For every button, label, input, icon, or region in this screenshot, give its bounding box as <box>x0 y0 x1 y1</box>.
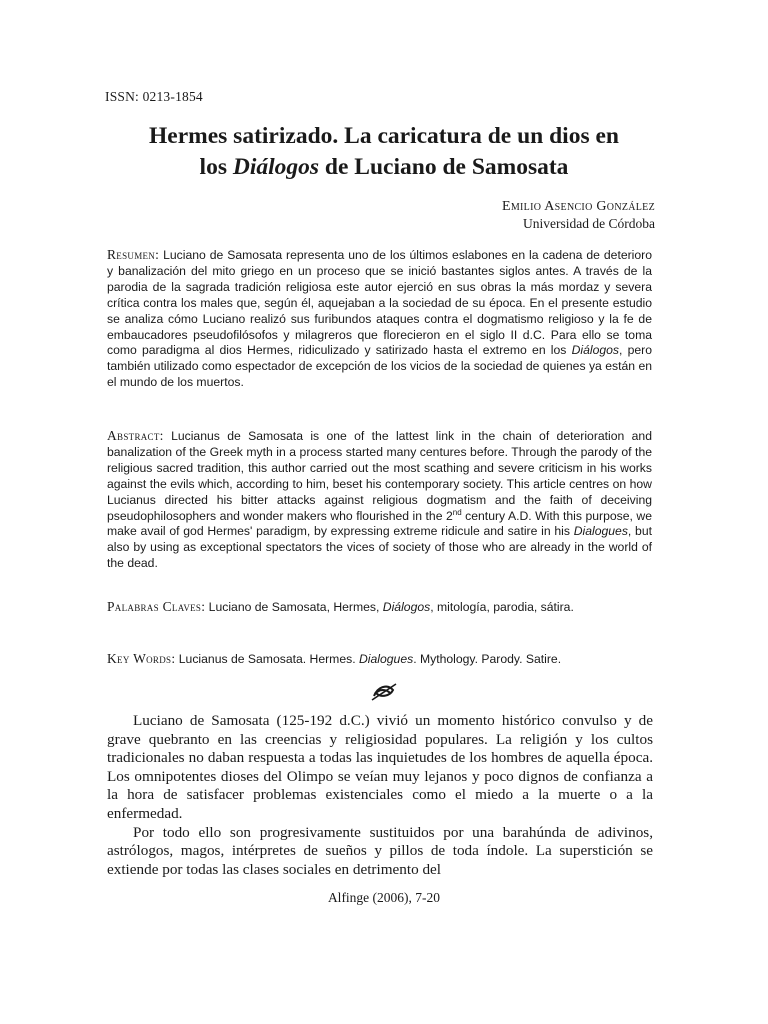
palabras-text: Luciano de Samosata, Hermes, <box>205 600 383 614</box>
issn-number: ISSN: 0213-1854 <box>105 89 203 104</box>
keywords-label: Key Words: <box>107 651 176 666</box>
journal-footer: Alfinge (2006), 7-20 <box>327 890 441 905</box>
palabras-italic: Diálogos <box>382 600 431 614</box>
resumen-italic: Diálogos <box>571 343 620 358</box>
palabras-claves <box>107 599 652 616</box>
resumen-label: Resumen: <box>107 247 160 262</box>
keywords-text: Lucianus de Samosata. Hermes. <box>175 652 359 666</box>
title-italic: Diálogos <box>232 154 320 180</box>
title-text: los <box>199 154 233 180</box>
article-body <box>107 712 653 879</box>
key-words <box>107 651 652 668</box>
keywords-italic: Dialogues <box>358 652 414 666</box>
ordinal-suffix: nd <box>452 507 462 517</box>
author-block <box>502 198 655 232</box>
fleuron-ornament-icon <box>366 678 402 704</box>
keywords-text: . Mythology. Parody. Satire. <box>413 652 562 666</box>
resumen-text: , pero también utilizado como espectador de excepción de los vicios de la sociedad de quienes ya están en el mundo de los muertos. <box>107 343 652 390</box>
title-text: de Luciano de Samosata <box>319 154 569 180</box>
palabras-label: Palabras Claves: <box>107 599 206 614</box>
abstract-text: century A.D. With this purpose, we make avail of god Hermes' paradigm, by expressing extreme ridicule and satire in his <box>107 508 652 539</box>
abstract-italic: Dialogues <box>573 524 628 539</box>
resumen-text: Luciano de Samosata representa uno de los últimos eslabones en la cadena de deterioro y banalización del mito griego en un proceso que se inició bastantes siglos antes. A través de la parodia de la sagrada tradición religiosa este autor ejerció en sus obras la más mordaz y severa crítica contra los males que, según él, aquejaban a la sociedad de su época. En el presente estudio se analiza cómo Luciano realizó sus furibundos ataques contra el dogmatismo religioso y la fe de embaucadores pseudofilósofos y milagreros que florecieron en el siglo II d.C. Para ello se toma como paradigma al dios Hermes, ridiculizado y satirizado hasta el extremo en los <box>107 248 652 358</box>
abstract-label: Abstract: <box>107 428 164 443</box>
author-name: Emilio Asencio González <box>502 199 655 214</box>
body-paragraph-1: Luciano de Samosata (125-192 d.C.) vivió un momento histórico convulso y de grave quebranto en las creencias y religiosidad populares. La religión y los cultos tradicionales no daban respuesta a todas las inquietudes de los hombres de aquella época. Los omnipotentes dioses del Olimpo se veían muy lejanos y poco dignos de confianza a la hora de satisfacer problemas existenciales como el miedo a la muerte o a la enfermedad. <box>107 712 653 822</box>
title-line-2 <box>110 152 658 183</box>
article-title <box>110 121 658 183</box>
title-line-1: Hermes satirizado. La caricatura de un dios en <box>149 123 619 149</box>
resumen-paragraph <box>107 247 652 391</box>
body-paragraph-2: Por todo ello son progresivamente sustituidos por una barahúnda de adivinos, astrólogos, magos, intérpretes de sueños y pillos de toda índole. La superstición se extiende por todas las clases sociales en detrimento del <box>107 823 653 878</box>
abstract-paragraph <box>107 428 652 572</box>
abstract-text: , but also by using as exceptional spectators the vices of society of those who are already in the world of the dead. <box>107 524 653 571</box>
palabras-text: , mitología, parodia, sátira. <box>430 600 574 614</box>
abstract-text: Lucianus de Samosata is one of the lattest link in the chain of deterioration and banalization of the Greek myth in a process started many centures before. Through the parody of the religious sacred tradition, this author carried out the most scathing and severe criticism in his works against the evils which, according to him, beset his contemporary society. This article centres on how Lucianus directed his bitter attacks against religious dogmatism and the faith of deceiving pseudophilosophers and wonder makers who flourished in the 2 <box>107 429 652 523</box>
author-affiliation: Universidad de Córdoba <box>523 216 655 231</box>
